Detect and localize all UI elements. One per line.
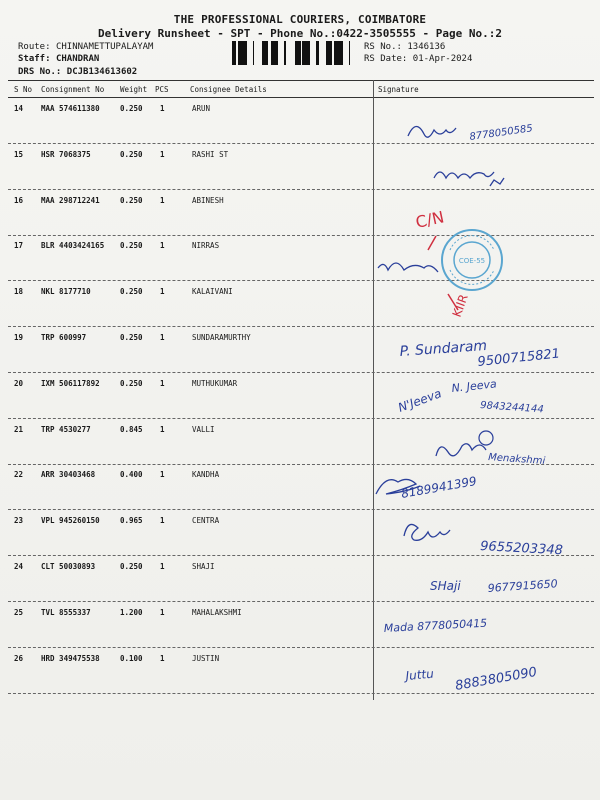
cell-consignee: CENTRA: [192, 516, 220, 525]
cell-weight: 0.250: [120, 379, 143, 388]
handwritten-name-justin: Juttu: [405, 666, 435, 683]
handwritten-name-jeeva: N. Jeeva: [450, 377, 498, 395]
handwritten-name-sundaram: P. Sundaram: [399, 337, 488, 360]
cell-consignment: TRP 600997: [41, 333, 87, 342]
cell-consignment: MAA 298712241: [41, 196, 100, 205]
cell-consignee: JUSTIN: [192, 654, 220, 663]
rs-no-line: [364, 42, 445, 52]
col-signature: Signature: [378, 85, 419, 94]
cell-consignee: RASHI ST: [192, 150, 229, 159]
handwritten-cn-mark: C/N: [413, 207, 446, 232]
handwriting-row-15: [434, 172, 504, 186]
cell-sno: 18: [14, 287, 24, 296]
cell-weight: 0.250: [120, 150, 143, 159]
cell-pcs: 1: [160, 562, 165, 571]
cell-weight: 0.250: [120, 287, 143, 296]
cell-pcs: 1: [160, 196, 165, 205]
cell-consignee: ARUN: [192, 104, 211, 113]
cell-consignee: MUTHUKUMAR: [192, 379, 238, 388]
table-row: [0, 425, 600, 439]
table-row: [0, 608, 600, 622]
cell-pcs: 1: [160, 287, 165, 296]
table-row: [0, 104, 600, 118]
handwritten-phone-3: 9843244144: [479, 400, 545, 416]
cell-sno: 14: [14, 104, 24, 113]
signature-scribble-nirras: [378, 263, 438, 272]
barcode: [232, 41, 356, 65]
red-handwritten-mark: KIIR: [449, 292, 471, 320]
row-separator: [8, 509, 594, 510]
cell-sno: 25: [14, 608, 24, 617]
header-bottom-rule: [8, 97, 594, 98]
cell-consignment: MAA 574611380: [41, 104, 100, 113]
cell-sno: 20: [14, 379, 24, 388]
row-separator: [8, 280, 594, 281]
cell-weight: 0.250: [120, 333, 143, 342]
cell-sno: 17: [14, 241, 24, 250]
cell-consignment: NKL 8177710: [41, 287, 91, 296]
drs-line: [18, 67, 137, 77]
cell-weight: 0.845: [120, 425, 143, 434]
handwritten-name-menakshmi: Menakshmi: [487, 452, 546, 467]
svg-text:COE-55: COE-55: [458, 257, 486, 265]
cell-pcs: 1: [160, 608, 165, 617]
handwriting-row-14: [408, 123, 533, 143]
drs-value: DCJB134613602: [66, 67, 138, 77]
company-title: THE PROFESSIONAL COURIERS, COIMBATORE: [173, 13, 427, 26]
cell-consignment: ARR 30403468: [41, 470, 96, 479]
cell-weight: 1.200: [120, 608, 143, 617]
cell-sno: 24: [14, 562, 24, 571]
row-separator: [8, 693, 594, 694]
table-row: [0, 150, 600, 164]
row-separator: [8, 601, 594, 602]
handwritten-n-jeeva-initial: N'Jeeva: [396, 386, 444, 415]
cell-pcs: 1: [160, 104, 165, 113]
table-row: [0, 241, 600, 255]
col-pcs: PCS: [155, 85, 169, 94]
cell-sno: 16: [14, 196, 24, 205]
handwritten-phone-4: 8189941399: [400, 473, 478, 501]
cell-consignee: KALAIVANI: [192, 287, 233, 296]
cell-pcs: 1: [160, 425, 165, 434]
runsheet-subtitle: Delivery Runsheet - SPT - Phone No.:0422-3505555 - Page No.:2: [98, 27, 502, 40]
cell-consignment: TVL 8555337: [41, 608, 91, 617]
col-consignee: Consignee Details: [190, 85, 267, 94]
cell-consignee: MAHALAKSHMI: [192, 608, 242, 617]
drs-label: DRS No.:: [18, 67, 62, 77]
signature-scribble-rashi: [434, 172, 494, 178]
signature-scribble-valli: [436, 444, 486, 456]
rs-no-value: 1346136: [407, 42, 446, 52]
row-separator: [8, 235, 594, 236]
handwritten-phone-2: 9500715821: [476, 346, 561, 370]
cell-weight: 0.250: [120, 196, 143, 205]
cell-pcs: 1: [160, 333, 165, 342]
route-value: CHINNAMETTUPALAYAM: [55, 42, 154, 52]
table-row: [0, 287, 600, 301]
row-separator: [8, 647, 594, 648]
table-row: [0, 379, 600, 393]
cell-weight: 0.250: [120, 104, 143, 113]
table-row: [0, 470, 600, 484]
handwritten-phone-8: 8883805090: [454, 664, 539, 694]
staff-value: CHANDRAN: [55, 54, 100, 64]
cell-pcs: 1: [160, 516, 165, 525]
cell-consignment: HSR 7068375: [41, 150, 91, 159]
rs-date-value: 01-Apr-2024: [412, 54, 473, 64]
header-top-rule: [8, 80, 594, 81]
cell-pcs: 1: [160, 470, 165, 479]
cell-consignee: KANDHA: [192, 470, 220, 479]
route-label: Route:: [18, 42, 51, 52]
cell-consignee: ABINESH: [192, 196, 224, 205]
cell-consignee: NIRRAS: [192, 241, 220, 250]
cell-consignment: TRP 4530277: [41, 425, 91, 434]
cell-consignee: SHAJI: [192, 562, 215, 571]
cell-weight: 0.250: [120, 241, 143, 250]
col-weight: Weight: [120, 85, 148, 94]
table-row: [0, 562, 600, 576]
company-rubber-stamp: [440, 228, 504, 292]
handwritten-phone-5: 9655203348: [479, 539, 564, 559]
rs-date-line: [364, 54, 472, 64]
cell-sno: 26: [14, 654, 24, 663]
table-row: [0, 333, 600, 347]
cell-consignment: HRD 349475538: [41, 654, 100, 663]
staff-label: Staff:: [18, 54, 51, 64]
row-separator: [8, 189, 594, 190]
row-separator: [8, 326, 594, 327]
cell-weight: 0.100: [120, 654, 143, 663]
rs-date-label: RS Date:: [364, 54, 408, 64]
handwritten-phone-6: 9677915650: [487, 577, 559, 595]
cell-consignee: SUNDARAMURTHY: [192, 333, 251, 342]
cell-sno: 23: [14, 516, 24, 525]
col-consignment: Consignment No: [41, 85, 105, 94]
table-row: [0, 654, 600, 668]
row-separator: [8, 418, 594, 419]
cell-sno: 19: [14, 333, 24, 342]
handwritten-phone-7: Mada 8778050415: [383, 616, 488, 635]
cell-weight: 0.250: [120, 562, 143, 571]
date-scribble: [490, 178, 504, 186]
cell-sno: 22: [14, 470, 24, 479]
row-separator: [8, 143, 594, 144]
cell-pcs: 1: [160, 654, 165, 663]
handwritten-phone-1: 8778050585: [468, 123, 534, 143]
cell-consignment: VPL 945260150: [41, 516, 100, 525]
row-separator: [8, 464, 594, 465]
cell-pcs: 1: [160, 241, 165, 250]
signature-scribble-arun: [408, 126, 456, 137]
row-separator: [8, 555, 594, 556]
cell-consignee: VALLI: [192, 425, 215, 434]
row-separator: [8, 372, 594, 373]
cell-sno: 15: [14, 150, 24, 159]
cell-consignment: CLT 50030893: [41, 562, 96, 571]
cell-pcs: 1: [160, 150, 165, 159]
cell-consignment: IXM 506117892: [41, 379, 100, 388]
route-line: [18, 42, 153, 52]
handwritten-name-shaji: SHaji: [430, 579, 461, 593]
cell-consignment: BLR 4403424165: [41, 241, 105, 250]
table-row: [0, 516, 600, 530]
table-row: [0, 196, 600, 210]
cell-weight: 0.400: [120, 470, 143, 479]
staff-line: [18, 54, 99, 64]
cell-weight: 0.965: [120, 516, 143, 525]
col-sno: S No: [14, 85, 33, 94]
cell-sno: 21: [14, 425, 24, 434]
rs-no-label: RS No.:: [364, 42, 402, 52]
cell-pcs: 1: [160, 379, 165, 388]
